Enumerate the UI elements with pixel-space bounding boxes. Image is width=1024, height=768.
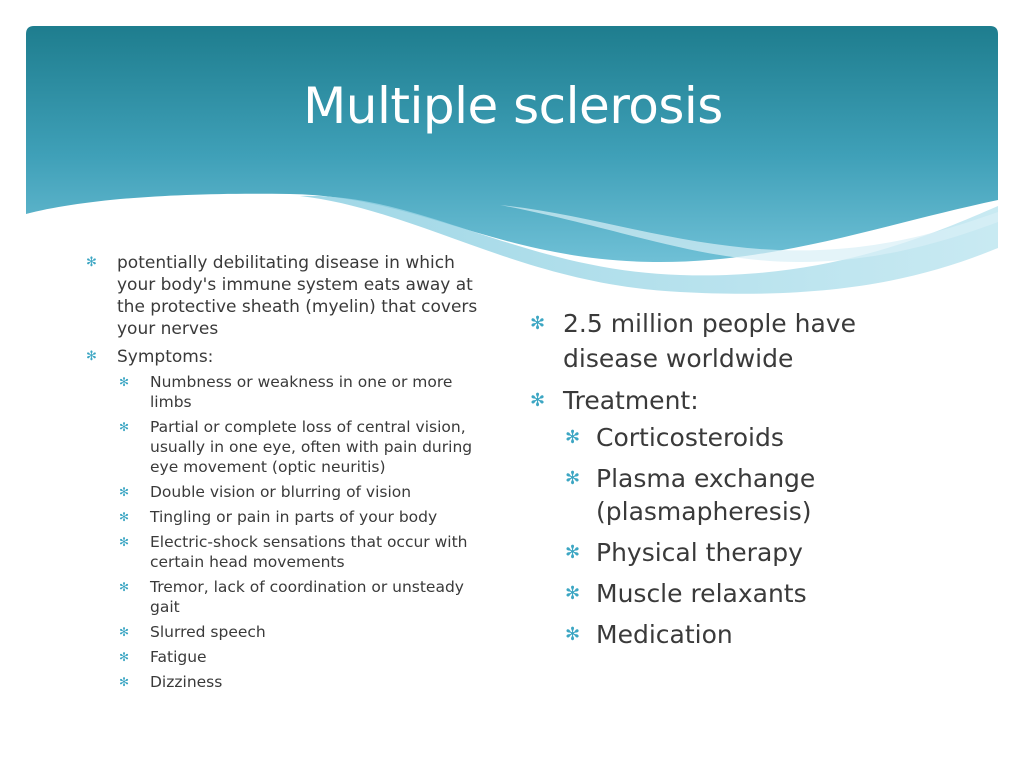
- treatment-text: Medication: [596, 620, 733, 649]
- asterisk-bullet-icon: ✻: [86, 349, 97, 364]
- right-bullet-list: [530, 306, 950, 659]
- asterisk-bullet-icon: ✻: [119, 625, 130, 639]
- treatments-sublist: [565, 421, 950, 651]
- asterisk-bullet-icon: ✻: [530, 313, 546, 334]
- symptom-text: Fatigue: [150, 648, 207, 666]
- asterisk-bullet-icon: ✻: [119, 485, 130, 499]
- slide-title: Multiple sclerosis: [303, 77, 723, 135]
- symptom-text: Slurred speech: [150, 623, 266, 641]
- symptom-item: [117, 622, 496, 642]
- symptom-text: Electric-shock sensations that occur with certain head movements: [150, 533, 468, 571]
- asterisk-bullet-icon: ✻: [565, 624, 581, 645]
- symptom-item: [117, 482, 496, 502]
- asterisk-bullet-icon: ✻: [119, 375, 130, 389]
- asterisk-bullet-icon: ✻: [530, 390, 546, 411]
- treatment-text: Muscle relaxants: [596, 579, 807, 608]
- left-bullet-list: [86, 252, 496, 698]
- asterisk-bullet-icon: ✻: [119, 650, 130, 664]
- symptom-text: Dizziness: [150, 673, 223, 691]
- symptoms-sublist: [119, 372, 496, 692]
- list-item-text: 2.5 million people have disease worldwide: [563, 309, 856, 373]
- symptom-text: Partial or complete loss of central vision, usually in one eye, often with pain during eye movement (optic neuritis): [150, 418, 473, 476]
- asterisk-bullet-icon: ✻: [86, 255, 97, 270]
- treatment-item: [563, 462, 950, 528]
- asterisk-bullet-icon: ✻: [119, 675, 130, 689]
- symptom-item: [117, 672, 496, 692]
- symptom-text: Tingling or pain in parts of your body: [150, 508, 438, 526]
- treatment-text: Physical therapy: [596, 538, 803, 567]
- treatment-item: [563, 421, 950, 454]
- treatment-item: [563, 618, 950, 651]
- header-band: [26, 26, 998, 262]
- treatment-item: [563, 536, 950, 569]
- symptom-item: [117, 417, 496, 477]
- treatment-text: Corticosteroids: [596, 423, 784, 452]
- list-item: [530, 306, 950, 376]
- symptom-text: Numbness or weakness in one or more limbs: [150, 373, 453, 411]
- symptom-text: Tremor, lack of coordination or unsteady gait: [150, 578, 464, 616]
- symptom-item: [117, 532, 496, 572]
- symptoms-heading: Symptoms:: [117, 347, 214, 367]
- symptom-item: [117, 647, 496, 667]
- treatment-heading: Treatment:: [563, 386, 699, 415]
- asterisk-bullet-icon: ✻: [119, 510, 130, 524]
- symptom-item: [117, 577, 496, 617]
- asterisk-bullet-icon: ✻: [119, 535, 130, 549]
- asterisk-bullet-icon: ✻: [565, 542, 581, 563]
- treatment-text: Plasma exchange (plasmapheresis): [596, 464, 816, 526]
- asterisk-bullet-icon: ✻: [119, 580, 130, 594]
- symptom-item: [117, 372, 496, 412]
- symptom-item: [117, 507, 496, 527]
- list-item-text: potentially debilitating disease in which your body's immune system eats away at the protective sheath (myelin) that covers your nerves: [117, 253, 478, 339]
- symptom-text: Double vision or blurring of vision: [150, 483, 412, 501]
- list-item: [86, 252, 496, 340]
- asterisk-bullet-icon: ✻: [119, 420, 130, 434]
- asterisk-bullet-icon: ✻: [565, 583, 581, 604]
- asterisk-bullet-icon: ✻: [565, 468, 581, 489]
- list-item: [530, 383, 950, 651]
- asterisk-bullet-icon: ✻: [565, 427, 581, 448]
- list-item: [86, 346, 496, 692]
- treatment-item: [563, 577, 950, 610]
